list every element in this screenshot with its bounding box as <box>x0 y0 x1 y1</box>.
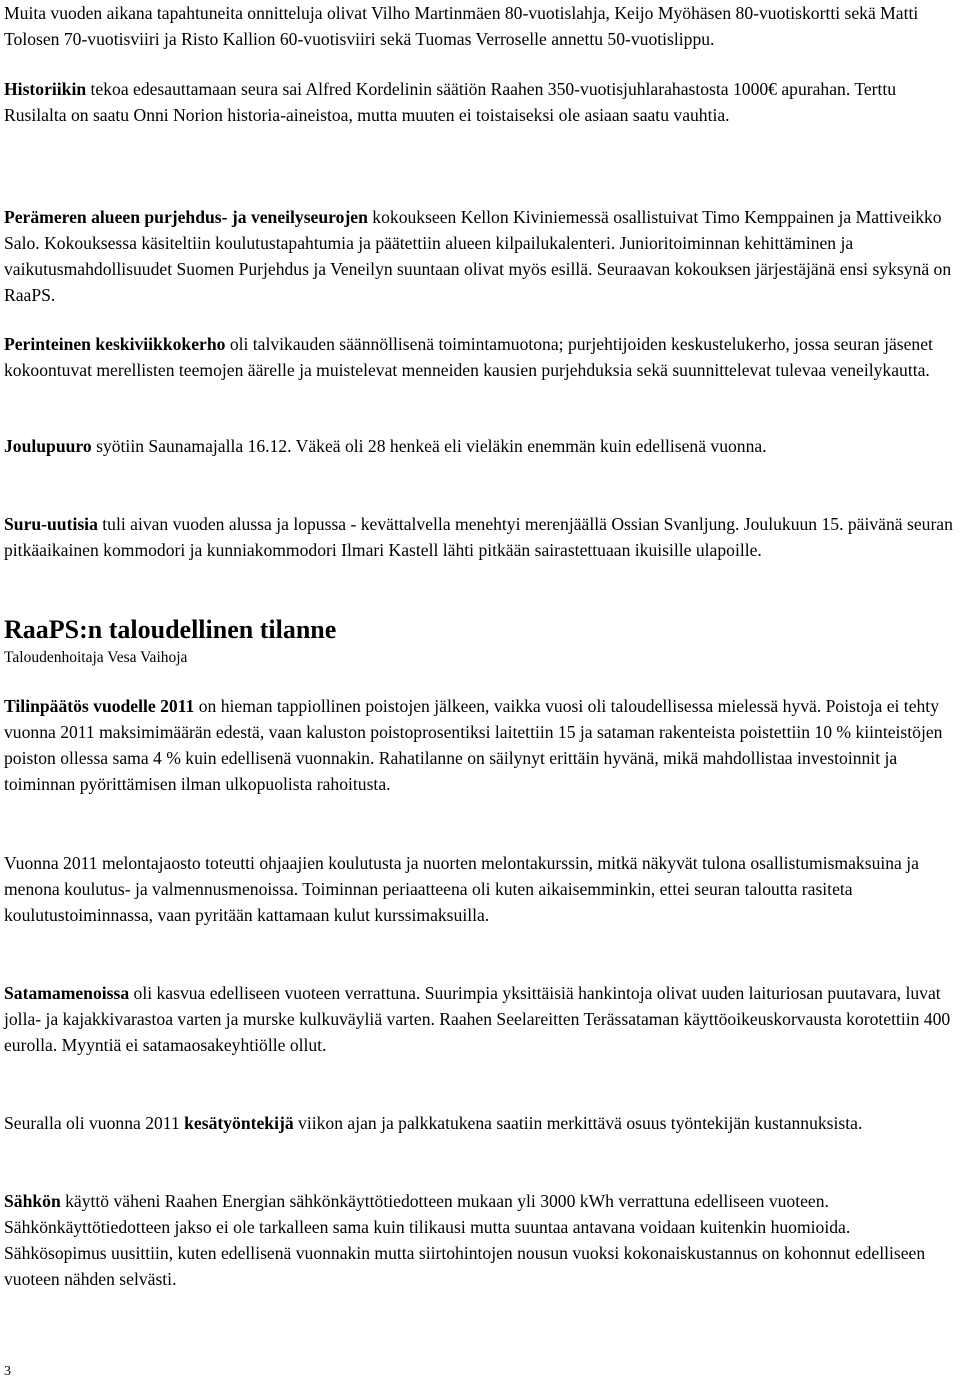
paragraph-text: käyttö väheni Raahen Energian sähkönkäyttötiedotteen mukaan yli 3000 kWh verrattuna edelliseen vuoteen. Sähkönkäyttötiedotteen jakso ei ole tarkalleen sama kuin tilikausi mutta suuntaa antavana voidaan kuitenkin huomioida. Sähkösopimus uusittiin, kuten edellisenä vuonnakin mutta siirtohintojen nousun vuoksi kokonaiskustannus on kohonnut edelliseen vuoteen nähden selvästi. <box>4 1191 926 1289</box>
paragraph-lead: Sähkön <box>4 1191 61 1211</box>
paragraph-lead: Suru-uutisia <box>4 514 98 534</box>
paragraph-lead: kesätyöntekijä <box>184 1113 294 1133</box>
paragraph-text: tekoa edesauttamaan seura sai Alfred Kordelinin säätiön Raahen 350-vuotisjuhlarahastosta 1000€ apurahan. Terttu Rusilalta on saatu Onni Norion historia-aineistoa, mutta muuten ei toistaiseksi ole asiaan saatu vauhtia. <box>4 79 897 125</box>
paragraph-text: kokoukseen Kellon Kiviniemessä osallistuivat Timo Kemppainen ja Mattiveikko Salo. Kokouksessa käsiteltiin koulutustapahtumia ja päätettiin alueen kilpailukalenteri. Junioritoiminnan kehittäminen ja vaikutusmahdollisuudet Suomen Purjehdus ja Veneilyn suuntaan olivat myös esillä. Seuraavan kokouksen järjestäjänä ensi syksynä on RaaPS. <box>4 207 952 305</box>
paragraph-text: on hieman tappiollinen poistojen jälkeen, vaikka vuosi oli taloudellisessa mielessä hyvä. Poistoja ei tehty vuonna 2011 maksimimäärän edestä, vaan kaluston poistoprosentiksi laitettiin 15 ja sataman rakenteista poistettiin 10 % kiinteistöjen poiston ollessa sama 4 % kuin edellisenä vuonnakin. Rahatilanne on säilynyt erittäin hyvänä, mikä mahdollistaa investoinnit ja toiminnan pyörittämisen ilman ulkopuolista rahoitusta. <box>4 696 943 794</box>
paragraph-joulupuuro <box>4 433 954 459</box>
paragraph-lead: Tilinpäätös vuodelle 2011 <box>4 696 195 716</box>
paragraph-tilinpaatos <box>4 693 954 797</box>
paragraph-keskiviikkokerho <box>4 331 954 383</box>
paragraph-lead: Perämeren alueen purjehdus- ja veneilyseurojen <box>4 207 368 227</box>
page-number: 3 <box>4 1364 11 1379</box>
paragraph-satamamenot <box>4 980 954 1058</box>
paragraph-sahko <box>4 1188 954 1292</box>
section-author: Taloudenhoitaja Vesa Vaihoja <box>4 649 188 666</box>
paragraph-text: viikon ajan ja palkkatukena saatiin merkittävä osuus työntekijän kustannuksista. <box>293 1113 863 1133</box>
paragraph-lead: Satamamenoissa <box>4 983 130 1003</box>
paragraph-text: Muita vuoden aikana tapahtuneita onnitteluja olivat Vilho Martinmäen 80-vuotislahja, Keijo Myöhäsen 80-vuotiskortti sekä Matti Tolosen 70-vuotisviiri ja Risto Kallion 60-vuotisviiri sekä Tuomas Verroselle annettu 50-vuotislippu. <box>4 3 919 49</box>
paragraph-melontajaosto <box>4 850 954 928</box>
paragraph-text: Vuonna 2011 melontajaosto toteutti ohjaajien koulutusta ja nuorten melontakurssin, mitkä näkyvät tulona osallistumismaksuina ja menona koulutus- ja valmennusmenoissa. Toiminnan periaatteena oli kuten aikaisemminkin, ettei seuran taloutta rasiteta koulutustoiminnassa, vaan pyritään kattamaan kulut kurssimaksuilla. <box>4 853 919 925</box>
paragraph-lead: Perinteinen keskiviikkokerho <box>4 334 226 354</box>
paragraph-text: tuli aivan vuoden alussa ja lopussa - kevättalvella menehtyi merenjäällä Ossian Svanljung. Joulukuun 15. päivänä seuran pitkäaikainen kommodori ja kunniakommodori Ilmari Kastell lähti pitkään sairastettuaan ikuisille ulapoille. <box>4 514 953 560</box>
paragraph-kesatyontekija <box>4 1110 954 1136</box>
paragraph-peramere <box>4 204 954 308</box>
paragraph-onnittelut <box>4 0 954 52</box>
paragraph-suru-uutisia <box>4 511 954 563</box>
section-title: RaaPS:n taloudellinen tilanne <box>4 615 337 644</box>
paragraph-lead: Historiikin <box>4 79 87 99</box>
paragraph-text: oli kasvua edelliseen vuoteen verrattuna. Suurimpia yksittäisiä hankintoja olivat uuden laituriosan puutavara, luvat jolla- ja kajakkivarastoa varten ja murske kulkuväyliä varten. Raahen Seelareitten Terässataman käyttöoikeuskorvausta korotettiin 400 eurolla. Myyntiä ei satamaosakeyhtiölle ollut. <box>4 983 951 1055</box>
paragraph-lead: Joulupuuro <box>4 436 92 456</box>
section-header <box>4 615 336 668</box>
paragraph-text: Seuralla oli vuonna 2011 <box>4 1113 185 1133</box>
paragraph-text: oli talvikauden säännöllisenä toimintamuotona; purjehtijoiden keskustelukerho, jossa seuran jäsenet kokoontuvat merellisten teemojen äärelle ja muistelevat menneiden kausien purjehduksia sekä suunnittelevat tulevaa veneilykautta. <box>4 334 933 380</box>
paragraph-historiikki <box>4 76 954 128</box>
paragraph-text: syötiin Saunamajalla 16.12. Väkeä oli 28 henkeä eli vieläkin enemmän kuin edellisenä vuonna. <box>91 436 767 456</box>
